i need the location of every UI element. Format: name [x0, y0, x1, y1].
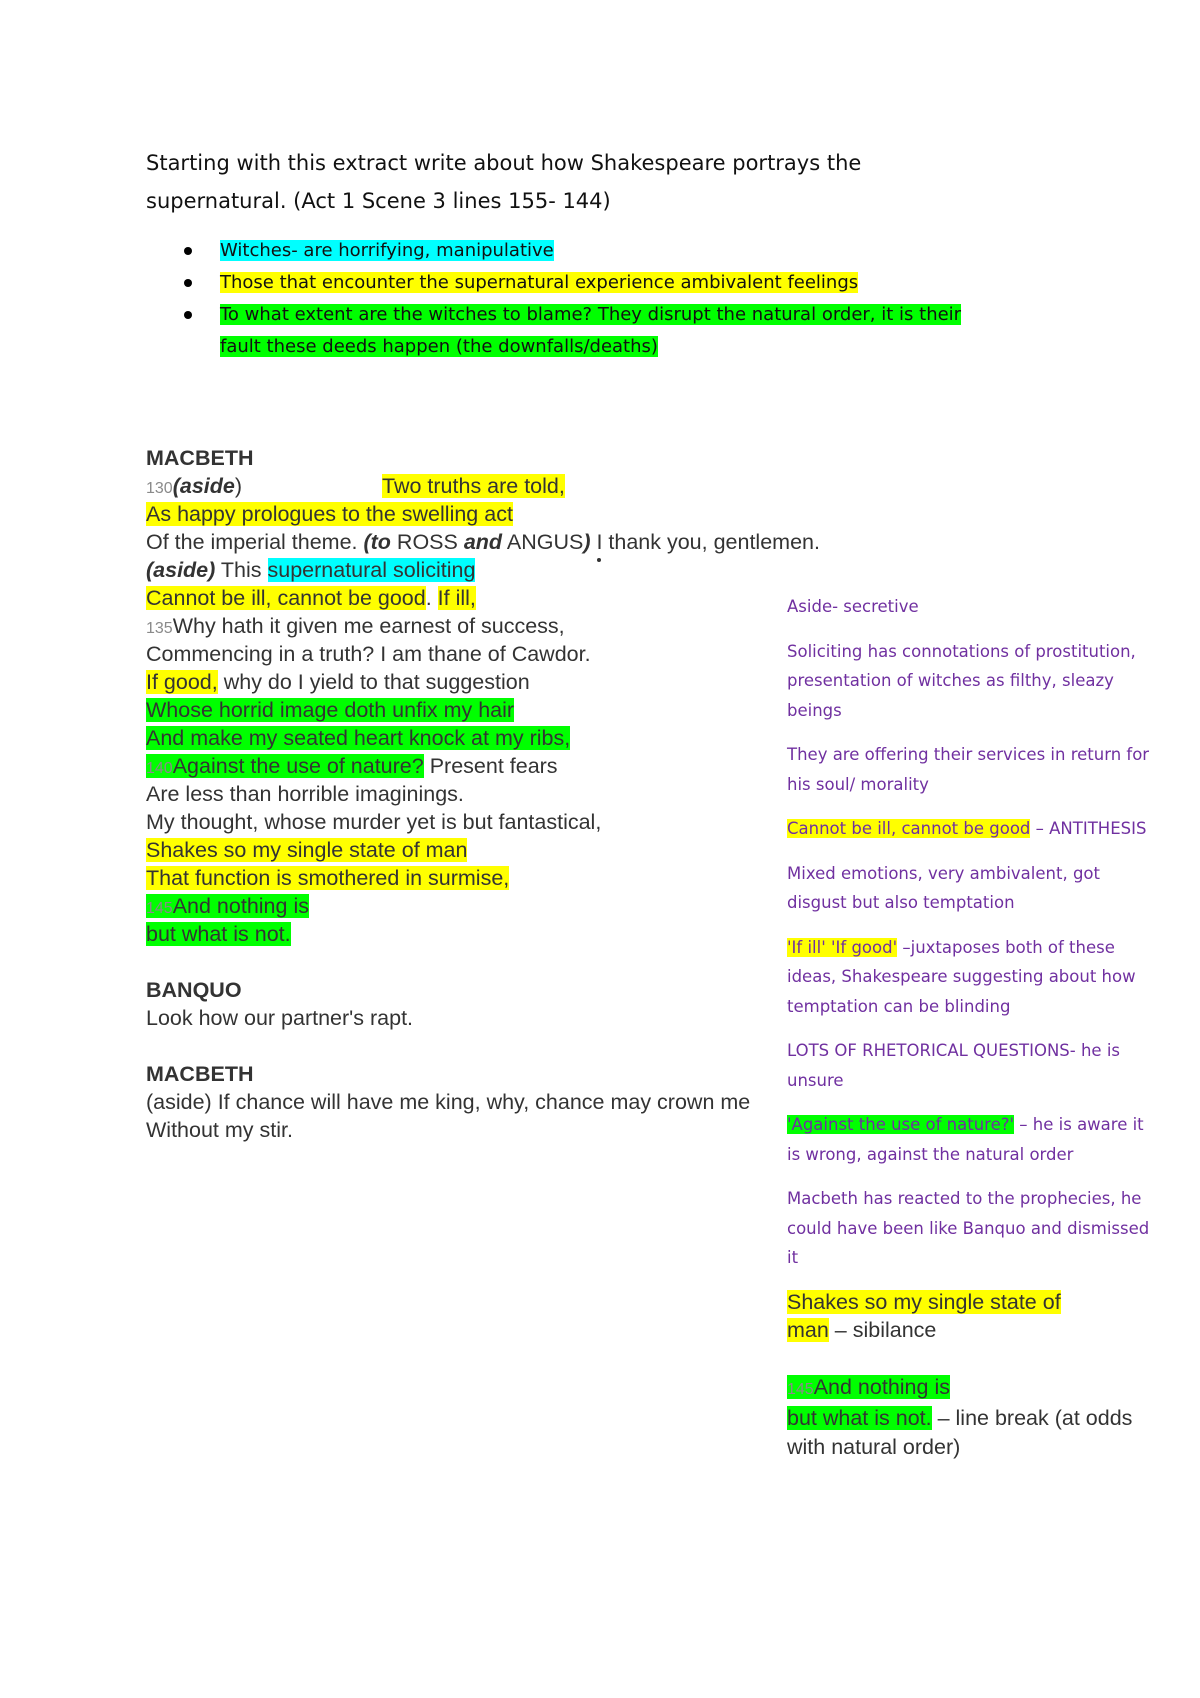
bullet-text-cont: fault these deeds happen (the downfalls/deaths) — [220, 336, 658, 357]
paren: ) — [234, 474, 243, 498]
highlight-yellow: 'If ill' 'If good' — [787, 937, 898, 957]
line-text: ANGUS — [502, 530, 584, 554]
highlight-green — [146, 894, 309, 918]
play-line — [146, 612, 786, 640]
play-line — [146, 696, 786, 724]
note-text: – ANTITHESIS — [1030, 819, 1147, 838]
line-text: Of the imperial theme. — [146, 530, 364, 554]
play-line — [146, 920, 786, 948]
spacer — [146, 948, 786, 976]
line-text: Why hath it given me earnest of success, — [172, 614, 565, 638]
play-line: Commencing in a truth? I am thane of Cawdor. — [146, 642, 591, 666]
stage-direction: ) — [583, 530, 591, 554]
play-line — [146, 584, 786, 612]
note — [787, 1110, 1162, 1169]
bullet-item — [180, 267, 1040, 299]
heading-line-2: supernatural. (Act 1 Scene 3 lines 155- 144) — [146, 189, 611, 213]
line-number: 145 — [146, 900, 173, 917]
play-line — [146, 864, 786, 892]
note: They are offering their services in return for his soul/ morality — [787, 745, 1150, 794]
highlight-yellow: As happy prologues to the swelling act — [146, 502, 513, 526]
play-line — [146, 500, 786, 528]
line-text: And nothing is — [172, 894, 309, 918]
speaker-name: BANQUO — [146, 978, 242, 1002]
bullet-item — [180, 235, 1040, 267]
note-text: –juxtaposes both of these ideas, Shakespeare suggesting about how temptation can be blinding — [787, 937, 1136, 1016]
stage-direction: (to — [363, 530, 391, 554]
note-text: – sibilance — [828, 1318, 937, 1342]
highlight-yellow: If ill, — [437, 586, 476, 610]
note — [787, 814, 1162, 844]
highlight-yellow: Shakes so my single state of — [787, 1289, 1061, 1314]
bullet-text: Witches- are horrifying, manipulative — [220, 240, 554, 261]
stage-direction: and — [463, 530, 503, 554]
note-text: – he is aware it is wrong, against the natural order — [787, 1115, 1144, 1164]
highlight-green: but what is not. — [787, 1406, 932, 1430]
play-line — [146, 892, 786, 920]
note-text: – line break (at odds with natural order) — [787, 1406, 1133, 1459]
play-line — [146, 528, 820, 556]
play-extract — [146, 444, 820, 1144]
line-number: 140 — [146, 760, 173, 777]
bullet-item — [180, 299, 1040, 363]
line-text: Present fears — [423, 754, 558, 778]
bullet-text: Those that encounter the supernatural experience ambivalent feelings — [220, 272, 859, 293]
highlight-green: Whose horrid image doth unfix my hair — [146, 698, 515, 722]
note: Soliciting has connotations of prostitution, presentation of witches as filthy, sleazy beings — [787, 641, 1136, 720]
highlight-green — [146, 754, 424, 778]
stage-direction: (aside — [172, 474, 235, 498]
highlight-cyan: supernatural soliciting — [267, 558, 476, 582]
play-line: (aside) If chance will have me king, why, chance may crown me — [146, 1090, 751, 1114]
speaker-name: MACBETH — [146, 1062, 254, 1086]
highlight-yellow: man — [787, 1318, 829, 1342]
highlight-green — [787, 1375, 950, 1399]
highlight-green: 'Against the use of nature?' — [787, 1115, 1015, 1134]
speaker-name: MACBETH — [146, 446, 254, 470]
line-number: 135 — [146, 620, 173, 637]
note-text: And nothing is — [813, 1374, 950, 1399]
note: Macbeth has reacted to the prophecies, he could have been like Banquo and dismissed it — [787, 1189, 1150, 1267]
note — [787, 933, 1162, 1022]
play-line: Look how our partner's rapt. — [146, 1006, 414, 1030]
line-number: 130 — [146, 480, 173, 497]
line-text: Against the use of nature? — [172, 754, 424, 778]
bullet-text: To what extent are the witches to blame? They disrupt the natural order, it is their — [220, 304, 962, 325]
line-text: ROSS — [390, 530, 464, 554]
highlight-yellow: Cannot be ill, cannot be good — [787, 819, 1031, 838]
line-text: . — [425, 586, 438, 610]
line-text: This — [215, 558, 268, 582]
heading-line-1: Starting with this extract write about how Shakespeare portrays the — [146, 151, 862, 175]
highlight-yellow: That function is smothered in surmise, — [146, 866, 510, 890]
play-line: Are less than horrible imaginings. — [146, 782, 464, 806]
play-line — [146, 836, 786, 864]
note: LOTS OF RHETORICAL QUESTIONS- he is unsure — [787, 1041, 1120, 1090]
note — [787, 1288, 1162, 1345]
highlight-yellow: Two truths are told, — [382, 474, 565, 498]
assignment-heading — [146, 144, 946, 220]
spacer — [146, 1032, 786, 1060]
annotation-notes — [787, 592, 1162, 1476]
bullet-list — [180, 235, 1040, 363]
note — [787, 1373, 1162, 1462]
highlight-green: but what is not. — [146, 922, 291, 946]
line-text: why do I yield to that suggestion — [217, 670, 530, 694]
note: Aside- secretive — [787, 597, 919, 616]
line-number: 145 — [787, 1380, 814, 1398]
play-line — [146, 668, 786, 696]
highlight-yellow: Cannot be ill, cannot be good — [146, 586, 426, 610]
play-line — [146, 724, 786, 752]
play-line — [146, 752, 786, 780]
play-line: Without my stir. — [146, 1118, 293, 1142]
play-line — [146, 472, 786, 500]
highlight-green: And make my seated heart knock at my ribs, — [146, 726, 571, 750]
note: Mixed emotions, very ambivalent, got disgust but also temptation — [787, 863, 1100, 912]
highlight-yellow: Shakes so my single state of man — [146, 838, 468, 862]
line-text: I thank you, gentlemen. — [590, 530, 820, 554]
play-line: My thought, whose murder yet is but fantastical, — [146, 810, 602, 834]
stage-direction: (aside) — [146, 558, 216, 582]
highlight-yellow: If good, — [146, 670, 218, 694]
play-line — [146, 556, 786, 584]
